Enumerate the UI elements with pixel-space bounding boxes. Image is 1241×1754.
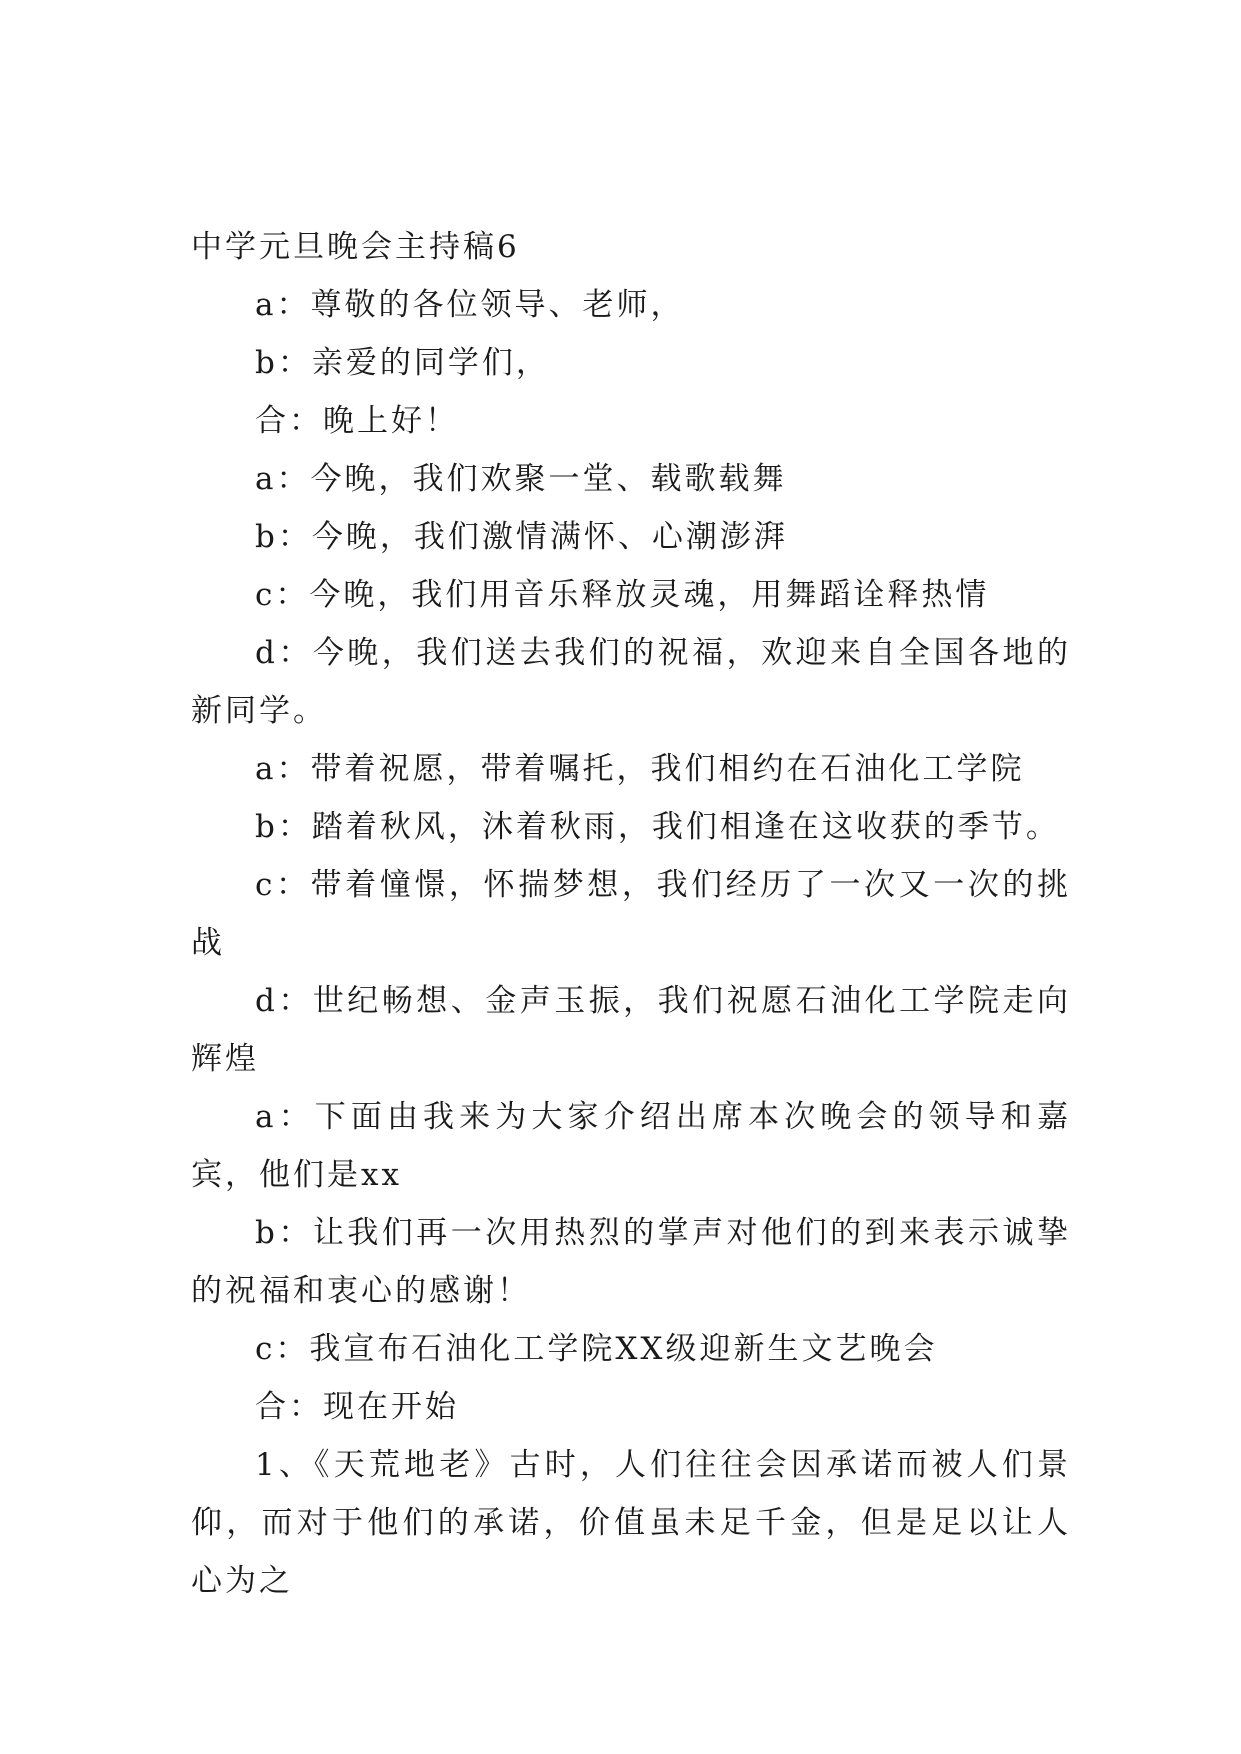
paragraph: b：让我们再一次用热烈的掌声对他们的到来表示诚挚的祝福和衷心的感谢！ xyxy=(191,1215,1071,1309)
paragraph: c：我宣布石油化工学院XX级迎新生文艺晚会 xyxy=(255,1331,938,1367)
paragraph: c：带着憧憬，怀揣梦想，我们经历了一次又一次的挑战 xyxy=(191,867,1071,961)
paragraph: 合：晚上好！ xyxy=(255,403,459,439)
paragraph: a：带着祝愿，带着嘱托，我们相约在石油化工学院 xyxy=(255,751,1025,787)
paragraph: b：今晚，我们激情满怀、心潮澎湃 xyxy=(255,519,788,555)
paragraph: c：今晚，我们用音乐释放灵魂，用舞蹈诠释热情 xyxy=(255,577,990,613)
paragraph: a：尊敬的各位领导、老师， xyxy=(255,287,685,323)
paragraph: a：下面由我来为大家介绍出席本次晚会的领导和嘉宾，他们是xx xyxy=(191,1099,1071,1193)
paragraph: a：今晚，我们欢聚一堂、载歌载舞 xyxy=(255,461,787,497)
paragraph: d：今晚，我们送去我们的祝福，欢迎来自全国各地的新同学。 xyxy=(191,635,1071,729)
paragraph: b：踏着秋风，沐着秋雨，我们相逢在这收获的季节。 xyxy=(255,809,1060,845)
document-body xyxy=(191,218,1071,1610)
document-title: 中学元旦晚会主持稿6 xyxy=(191,229,520,265)
paragraph: 1、《天荒地老》古时，人们往往会因承诺而被人们景仰，而对于他们的承诺，价值虽未足千金，但是足以让人心为之 xyxy=(191,1447,1071,1599)
paragraph: b：亲爱的同学们， xyxy=(255,345,550,381)
paragraph: d：世纪畅想、金声玉振，我们祝愿石油化工学院走向辉煌 xyxy=(191,983,1071,1077)
paragraph: 合：现在开始 xyxy=(255,1389,459,1425)
